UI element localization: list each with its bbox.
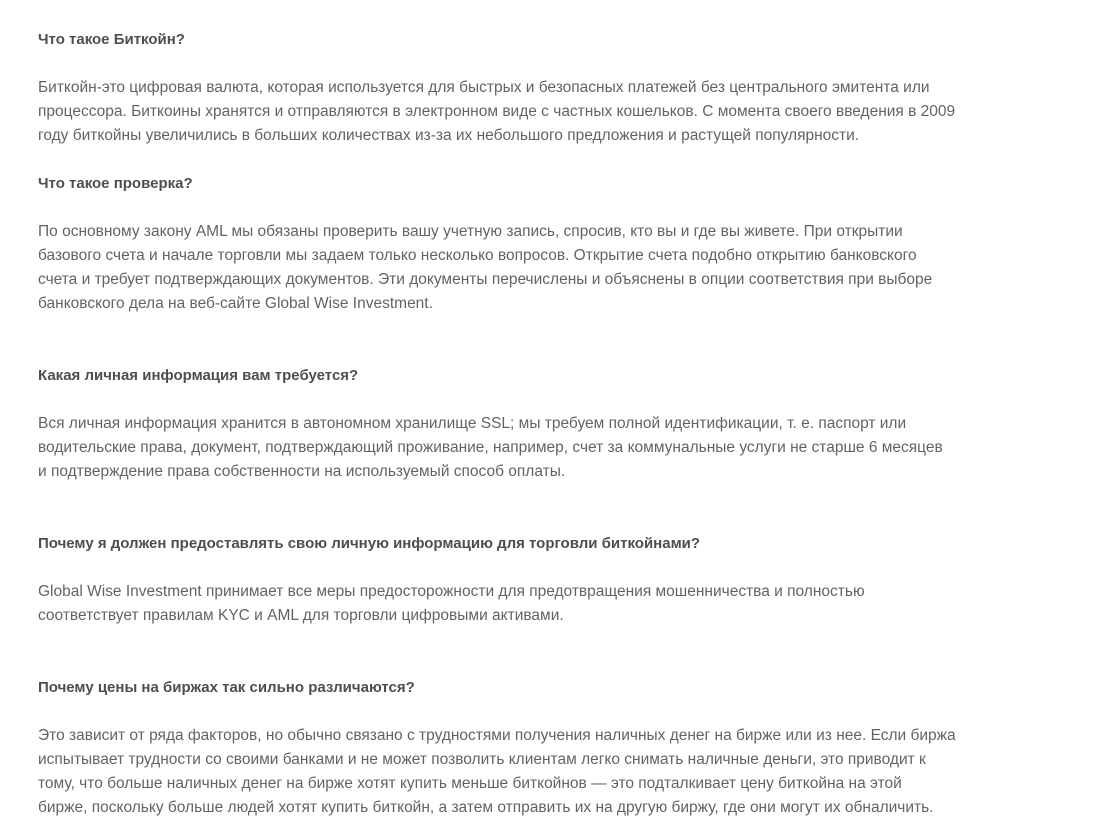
answer-line: Это зависит от ряда факторов, но обычно связано с трудностями получения наличных денег на бирже или из нее. Если биржа [38, 727, 956, 744]
answer-line: процессора. Биткоины хранятся и отправляются в электронном виде с частных кошельков. С момента своего введения в 2009 [38, 103, 956, 120]
faq-question-what-is-verification: Что такое проверка? [38, 175, 193, 192]
answer-line: Global Wise Investment принимает все меры предосторожности для предотвращения мошенничества и полностью [38, 583, 865, 600]
answer-line: банковского дела на веб-сайте Global Wise Investment. [38, 295, 433, 312]
answer-line: году биткойны увеличились в больших количествах из-за их небольшого предложения и растущей популярности. [38, 127, 860, 144]
faq-answer-why-provide-info [38, 580, 993, 628]
answer-line: соответствует правилам KYC и AML для торговли цифровыми активами. [38, 607, 564, 624]
faq-answer-what-is-verification [38, 220, 993, 316]
faq-question-price-differences: Почему цены на биржах так сильно различаются? [38, 679, 415, 696]
answer-line: испытывает трудности со своими банками и не может позволить клиентам легко снимать наличные деньги, это приводит к [38, 751, 926, 768]
answer-line: и подтверждение права собственности на используемый способ оплаты. [38, 463, 566, 480]
faq-question-personal-info: Какая личная информация вам требуется? [38, 367, 359, 384]
answer-line: счета и требует подтверждающих документов. Эти документы перечислены и объяснены в опции соответствия при выборе [38, 271, 933, 288]
answer-line: водительские права, документ, подтверждающий проживание, например, счет за коммунальные услуги не старше 6 месяцев [38, 439, 943, 456]
answer-line: По основному закону AML мы обязаны проверить вашу учетную запись, спросив, кто вы и где вы живете. При открытии [38, 223, 903, 240]
faq-question-what-is-bitcoin: Что такое Биткойн? [38, 31, 185, 48]
faq-answer-personal-info [38, 412, 993, 484]
faq-answer-price-differences [38, 724, 993, 820]
faq-question-why-provide-info: Почему я должен предоставлять свою личную информацию для торговли биткойнами? [38, 535, 701, 552]
faq-answer-what-is-bitcoin [38, 76, 993, 148]
answer-line: Биткойн-это цифровая валюта, которая используется для быстрых и безопасных платежей без центрального эмитента или [38, 79, 930, 96]
answer-line: бирже, поскольку больше людей хотят купить биткойн, а затем отправить их на другую биржу, где они могут их обналичить. [38, 799, 934, 816]
answer-line: тому, что больше наличных денег на бирже хотят купить меньше биткойнов — это подталкивает цену биткойна на этой [38, 775, 902, 792]
answer-line: Вся личная информация хранится в автономном хранилище SSL; мы требуем полной идентификации, т. е. паспорт или [38, 415, 907, 432]
answer-line: базового счета и начале торговли мы задаем только несколько вопросов. Открытие счета подобно открытию банковского [38, 247, 917, 264]
